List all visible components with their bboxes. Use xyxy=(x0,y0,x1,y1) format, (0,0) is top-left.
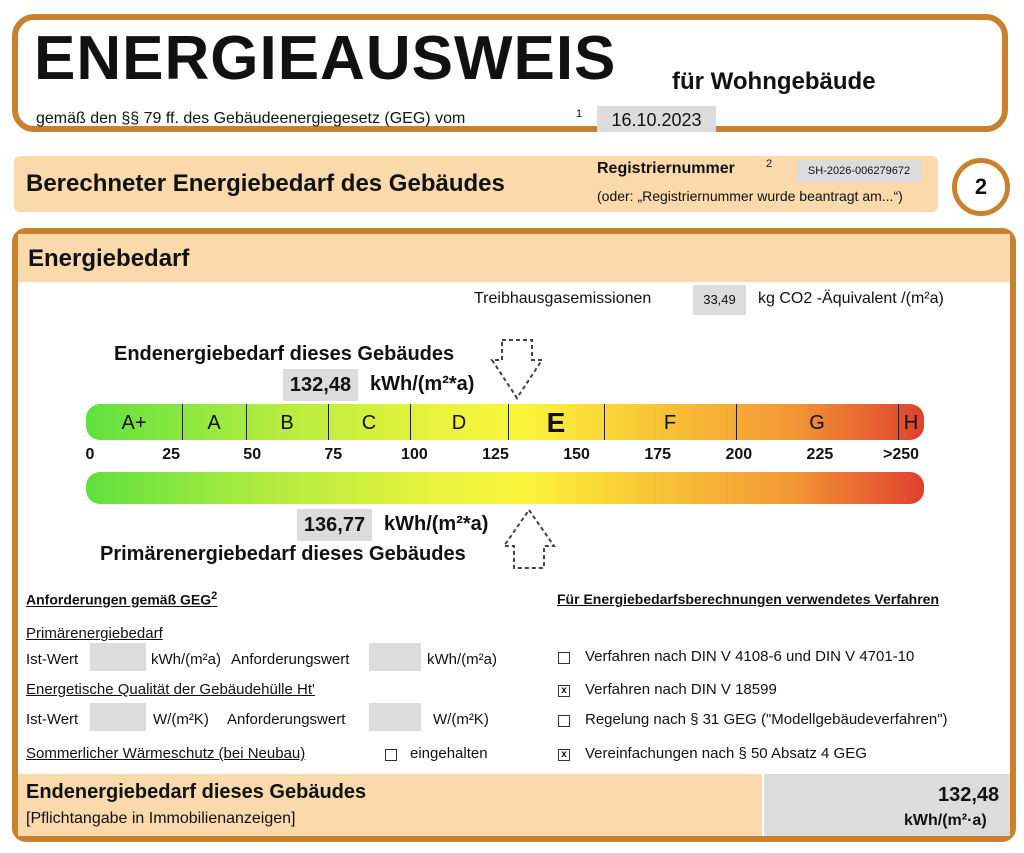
method-checkbox[interactable] xyxy=(558,652,570,664)
hull-anf-unit: W/(m²K) xyxy=(433,711,489,728)
ghg-value-field: 33,49 xyxy=(693,285,746,315)
class-divider xyxy=(410,404,411,440)
method-label: Vereinfachungen nach § 50 Absatz 4 GEG xyxy=(585,745,867,762)
class-divider xyxy=(508,404,509,440)
hull-anf-field[interactable] xyxy=(369,703,421,731)
methods-heading: Für Energiebedarfsberechnungen verwendetes Verfahren xyxy=(557,591,940,607)
registration-footnote: 2 xyxy=(766,158,773,170)
section-title: Berechneter Energiebedarf des Gebäudes xyxy=(26,170,505,197)
energy-class-b: B xyxy=(280,412,294,434)
end-energy-label: Endenergiebedarf dieses Gebäudes xyxy=(114,343,455,365)
class-divider xyxy=(604,404,605,440)
energy-gradient-bar xyxy=(86,472,924,504)
primary-anf-label: Anforderungswert xyxy=(231,651,350,668)
scale-tick: 50 xyxy=(243,446,262,463)
energy-class-f: F xyxy=(663,412,677,434)
end-energy-unit: kWh/(m²*a) xyxy=(370,373,475,395)
primary-anf-unit: kWh/(m²a) xyxy=(427,651,497,668)
ghg-label: Treibhausgasemissionen xyxy=(474,290,652,307)
class-divider xyxy=(898,404,899,440)
energy-class-e: E xyxy=(546,407,566,438)
primary-anf-field[interactable] xyxy=(369,643,421,671)
method-checkbox[interactable] xyxy=(558,715,570,727)
scale-tick: 175 xyxy=(644,446,672,463)
scale-tick: 125 xyxy=(482,446,509,463)
class-divider xyxy=(182,404,183,440)
registration-label: Registriernummer xyxy=(597,160,735,177)
scale-tick: 75 xyxy=(324,446,343,463)
end-energy-arrow-icon xyxy=(488,336,548,406)
summer-protection-check-label: eingehalten xyxy=(410,745,488,762)
requirements-heading-text: Anforderungen gemäß GEG xyxy=(26,591,212,608)
primary-energy-unit: kWh/(m²*a) xyxy=(384,513,489,535)
method-checkbox[interactable]: x xyxy=(558,685,570,697)
page-number-badge: 2 xyxy=(952,158,1010,216)
document-title: ENERGIEAUSWEIS xyxy=(34,24,617,93)
document-subtitle: für Wohngebäude xyxy=(672,68,876,95)
primary-energy-arrow-icon xyxy=(500,506,560,572)
energy-class-c: C xyxy=(361,412,377,434)
hull-anf-label: Anforderungswert xyxy=(227,711,346,728)
summer-protection-checkbox[interactable] xyxy=(385,749,397,761)
footer-value: 132,48 xyxy=(938,784,1000,806)
footer-unit: kWh/(m²·a) xyxy=(904,812,987,829)
energy-class-h: H xyxy=(903,412,919,434)
law-reference: gemäß den §§ 79 ff. des Gebäudeenergiegesetz (GEG) vom xyxy=(36,110,466,127)
hull-ist-field[interactable] xyxy=(90,703,146,731)
scale-tick: >250 xyxy=(882,446,920,463)
method-checkbox[interactable]: x xyxy=(558,749,570,761)
hull-ist-unit: W/(m²K) xyxy=(153,711,209,728)
method-label: Verfahren nach DIN V 18599 xyxy=(585,681,777,698)
footer-note: [Pflichtangabe in Immobilienanzeigen] xyxy=(26,810,296,827)
scale-tick: 225 xyxy=(806,446,834,463)
primary-energy-label: Primärenergiebedarf dieses Gebäudes xyxy=(100,543,466,565)
primary-ist-unit: kWh/(m²a) xyxy=(151,651,221,668)
hull-req-title: Energetische Qualität der Gebäudehülle Ht' xyxy=(26,681,315,698)
primary-ist-label: Ist-Wert xyxy=(26,651,79,668)
energy-class-d: D xyxy=(451,412,467,434)
method-label: Verfahren nach DIN V 4108-6 und DIN V 4701-10 xyxy=(585,648,915,665)
energy-class-a-plus: A+ xyxy=(121,412,147,434)
ghg-unit: kg CO2 -Äquivalent /(m²a) xyxy=(758,290,944,307)
registration-note: (oder: „Registriernummer wurde beantragt am...“) xyxy=(597,188,903,204)
class-divider xyxy=(246,404,247,440)
footer-title: Endenergiebedarf dieses Gebäudes xyxy=(26,781,367,803)
primary-energy-value-field: 136,77 xyxy=(297,509,372,541)
energy-demand-title: Energiebedarf xyxy=(28,245,190,272)
registration-number-field: SH-2026-006279672 xyxy=(797,160,921,182)
summer-protection-label: Sommerlicher Wärmeschutz (bei Neubau) xyxy=(26,745,306,762)
method-label: Regelung nach § 31 GEG ("Modellgebäudeverfahren") xyxy=(585,711,948,728)
scale-tick: 0 xyxy=(85,446,95,463)
hull-ist-label: Ist-Wert xyxy=(26,711,79,728)
primary-ist-field[interactable] xyxy=(90,643,146,671)
class-divider xyxy=(328,404,329,440)
requirements-heading xyxy=(26,590,217,608)
scale-tick: 150 xyxy=(563,446,590,463)
requirements-footnote: 2 xyxy=(211,590,218,602)
energy-class-g: G xyxy=(809,412,825,434)
energy-class-a: A xyxy=(207,412,221,434)
class-divider xyxy=(736,404,737,440)
primary-req-title: Primärenergiebedarf xyxy=(26,625,163,642)
scale-tick: 100 xyxy=(401,446,428,463)
scale-tick: 200 xyxy=(725,446,753,463)
law-date-field: 16.10.2023 xyxy=(597,106,716,132)
end-energy-value-field: 132,48 xyxy=(283,369,358,401)
footnote-marker: 1 xyxy=(576,108,583,120)
scale-tick: 25 xyxy=(162,446,180,463)
